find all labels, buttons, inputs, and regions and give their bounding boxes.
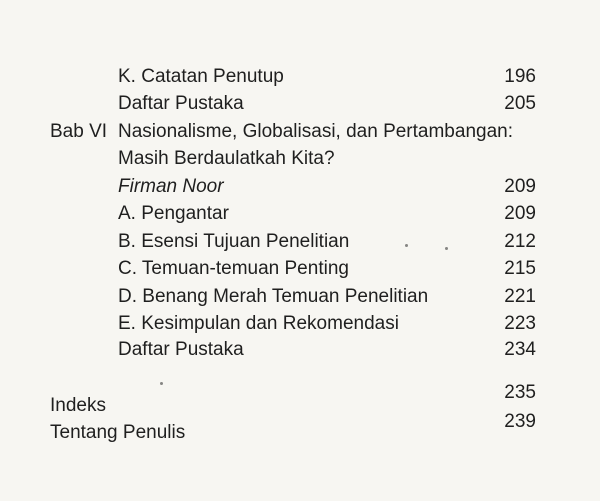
toc-entry-bab-vi-subtitle	[0, 145, 600, 173]
toc-entry-title: Nasionalisme, Globalisasi, dan Pertambangan:	[118, 121, 513, 142]
toc-entry-pengantar	[0, 200, 600, 228]
toc-entry-esensi	[0, 228, 600, 256]
toc-entry-page: 196	[504, 66, 536, 87]
toc-entry-title: B. Esensi Tujuan Penelitian	[118, 231, 350, 252]
toc-entry-title: E. Kesimpulan dan Rekomendasi	[118, 313, 399, 334]
toc-entry-page: 234	[504, 339, 536, 360]
toc-entry-title: Indeks	[50, 395, 106, 416]
toc-entry-title: C. Temuan-temuan Penting	[118, 258, 349, 279]
toc-entry-title: K. Catatan Penutup	[118, 66, 284, 87]
toc-entry-kesimpulan	[0, 310, 600, 338]
toc-entry-author	[0, 173, 600, 201]
toc-entry-title: Daftar Pustaka	[118, 339, 244, 360]
toc-author-name: Firman Noor	[118, 176, 224, 197]
toc-entry-page: 235	[504, 382, 536, 403]
toc-entry-title: D. Benang Merah Temuan Penelitian	[118, 286, 429, 307]
toc-chapter-label: Bab VI	[50, 121, 108, 142]
toc-entry-page: 223	[504, 313, 536, 334]
toc-entry-temuan	[0, 255, 600, 283]
toc-entry-bab-vi	[0, 118, 600, 146]
toc-entry-daftar-pustaka-1	[0, 90, 600, 118]
toc-entry-daftar-pustaka-2	[0, 336, 600, 364]
toc-entry-page: 212	[504, 231, 536, 252]
toc-entry-title: Masih Berdaulatkah Kita?	[118, 148, 335, 169]
toc-entry-page: 205	[504, 93, 536, 114]
paper-speck	[160, 382, 163, 385]
toc-entry-tentang-penulis	[0, 411, 600, 447]
toc-entry-benang-merah	[0, 283, 600, 311]
toc-entry-catatan-penutup	[0, 63, 600, 91]
toc-entry-page: 209	[504, 203, 536, 224]
paper-speck	[405, 244, 408, 247]
toc-entry-page: 239	[504, 411, 536, 432]
toc-entry-page: 221	[504, 286, 536, 307]
toc-entry-title: Daftar Pustaka	[118, 93, 244, 114]
paper-speck	[445, 247, 448, 250]
toc-entry-title: Tentang Penulis	[50, 422, 186, 443]
toc-entry-page: 209	[504, 176, 536, 197]
toc-entry-title: A. Pengantar	[118, 203, 229, 224]
toc-entry-page: 215	[504, 258, 536, 279]
